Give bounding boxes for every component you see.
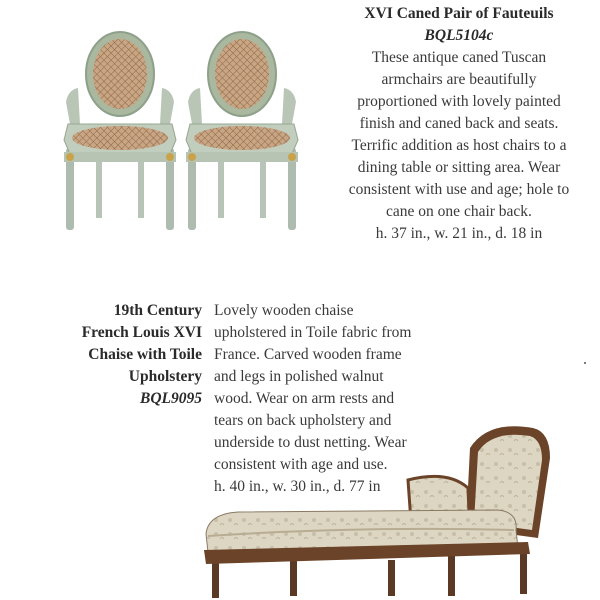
item2-description-line: tears on back upholstery and <box>214 412 392 429</box>
chaise-image <box>198 418 558 600</box>
armchairs-image <box>58 28 308 236</box>
item1-description-line: dining table or sitting area. Wear <box>357 159 561 176</box>
item2-title-line: Upholstery <box>128 368 202 385</box>
item1-description-line: These antique caned Tuscan <box>371 49 547 66</box>
item1-description-line: Terrific addition as host chairs to a <box>351 137 567 154</box>
item2-description-line: upholstered in Toile fabric from <box>214 324 412 341</box>
item1-description-line: cane on one chair back. <box>386 203 532 220</box>
item2-title-block <box>40 300 202 410</box>
item2-description-line: and legs in polished walnut <box>214 368 384 385</box>
item2-description-line: consistent with age and use. <box>214 456 388 473</box>
right-armchair <box>186 32 298 230</box>
item2-description-line: Lovely wooden chaise <box>214 302 354 319</box>
item1-description-line: proportioned with lovely painted <box>357 93 561 110</box>
left-armchair <box>64 32 176 230</box>
item2-title-line: 19th Century <box>113 302 202 319</box>
item1-description-line: armchairs are beautifully <box>381 71 537 88</box>
item2-dimensions: h. 40 in., w. 30 in., d. 77 in <box>214 478 381 495</box>
item2-sku: BQL9095 <box>140 390 202 407</box>
item2-description-line: underside to dust netting. Wear <box>214 434 407 451</box>
item1-dimensions: h. 37 in., w. 21 in., d. 18 in <box>375 225 543 242</box>
item1-title-cut <box>318 0 600 3</box>
stray-dot <box>584 362 586 364</box>
item1-description-line: finish and caned back and seats. <box>359 115 559 132</box>
item1-title: XVI Caned Pair of Fauteuils <box>364 5 554 22</box>
item2-title-line: Chaise with Toile <box>88 346 202 363</box>
item2-description-line: France. Carved wooden frame <box>214 346 402 363</box>
item2-title-line: French Louis XVI <box>81 324 202 341</box>
item1-text-block <box>318 0 600 245</box>
item2-description-line: wood. Wear on arm rests and <box>214 390 395 407</box>
item1-description-line: consistent with use and age; hole to <box>348 181 570 198</box>
item1-sku: BQL5104c <box>424 27 494 44</box>
